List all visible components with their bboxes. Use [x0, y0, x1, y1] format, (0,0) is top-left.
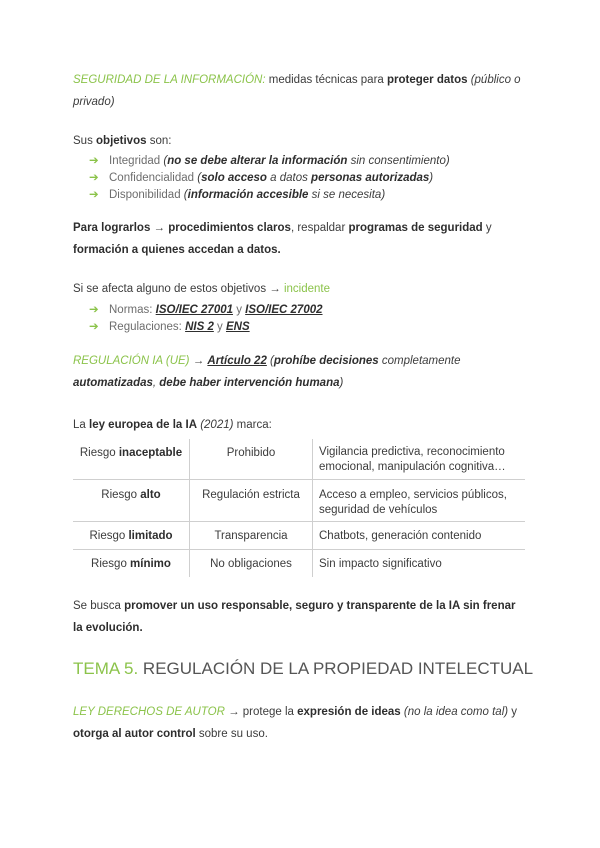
table-row: Riesgo inaceptable Prohibido Vigilancia predictiva, reconocimiento emocional, manipulación cognitiva… — [73, 439, 525, 479]
objectives-intro: Sus objetivos son: — [73, 135, 172, 147]
link-iso-27002: ISO/IEC 27002 — [245, 304, 323, 316]
security-definition: SEGURIDAD DE LA INFORMACIÓN: medidas técnicas para proteger datos (público o privado) — [73, 74, 521, 108]
arrow-right-icon: ➔ — [89, 172, 99, 184]
incident-list — [73, 302, 528, 336]
list-item: ➔ Normas: ISO/IEC 27001 y ISO/IEC 27002 — [89, 302, 528, 319]
copyright-paragraph: LEY DERECHOS DE AUTOR → protege la expresión de ideas (no la idea como tal) y otorga al autor control sobre su uso. — [73, 706, 518, 740]
incident-paragraph: Si se afecta alguno de estos objetivos → incidente — [73, 283, 331, 295]
link-ens: ENS — [225, 321, 250, 333]
arrow-right-icon: ➔ — [89, 321, 99, 333]
table-row: Riesgo mínimo No obligaciones Sin impacto significativo — [73, 549, 525, 577]
section-title: REGULACIÓN DE LA PROPIEDAD INTELECTUAL — [138, 659, 534, 678]
list-item: ➔ Regulaciones: NIS 2 y ENS — [89, 319, 528, 336]
section-number: TEMA 5. — [73, 659, 139, 678]
security-label: SEGURIDAD DE LA INFORMACIÓN: — [73, 74, 266, 86]
objectives-list — [73, 153, 528, 204]
list-item: ➔ Disponibilidad (información accesible si se necesita) — [89, 187, 528, 204]
promote-paragraph: Se busca promover un uso responsable, seguro y transparente de la IA sin frenar la evolución. — [73, 600, 516, 634]
ia-regulation-label: REGULACIÓN IA (UE) — [73, 355, 190, 367]
table-row: Riesgo limitado Transparencia Chatbots, generación contenido — [73, 521, 525, 549]
risk-table — [73, 439, 525, 577]
arrow-right-icon: ➔ — [89, 304, 99, 316]
achieve-paragraph: Para lograrlos → procedimientos claros, respaldar programas de seguridad y formación a quienes accedan a datos. — [73, 222, 492, 256]
copyright-label: LEY DERECHOS DE AUTOR — [73, 706, 225, 718]
arrow-right-icon: ➔ — [89, 155, 99, 167]
table-row: Riesgo alto Regulación estricta Acceso a empleo, servicios públicos, seguridad de vehículos — [73, 479, 525, 521]
list-item: ➔ Confidencialidad (solo acceso a datos personas autorizadas) — [89, 170, 528, 187]
eu-law-intro: La ley europea de la IA (2021) marca: — [73, 419, 272, 431]
article-22: Artículo 22 — [207, 355, 267, 367]
section-heading — [73, 659, 533, 679]
ia-regulation: REGULACIÓN IA (UE) → Artículo 22 (prohíbe decisiones completamente automatizadas, debe haber intervención humana) — [73, 355, 461, 389]
link-nis2: NIS 2 — [185, 321, 214, 333]
link-iso-27001: ISO/IEC 27001 — [155, 304, 234, 316]
list-item: ➔ Integridad (no se debe alterar la información sin consentimiento) — [89, 153, 528, 170]
arrow-right-icon: ➔ — [89, 189, 99, 201]
